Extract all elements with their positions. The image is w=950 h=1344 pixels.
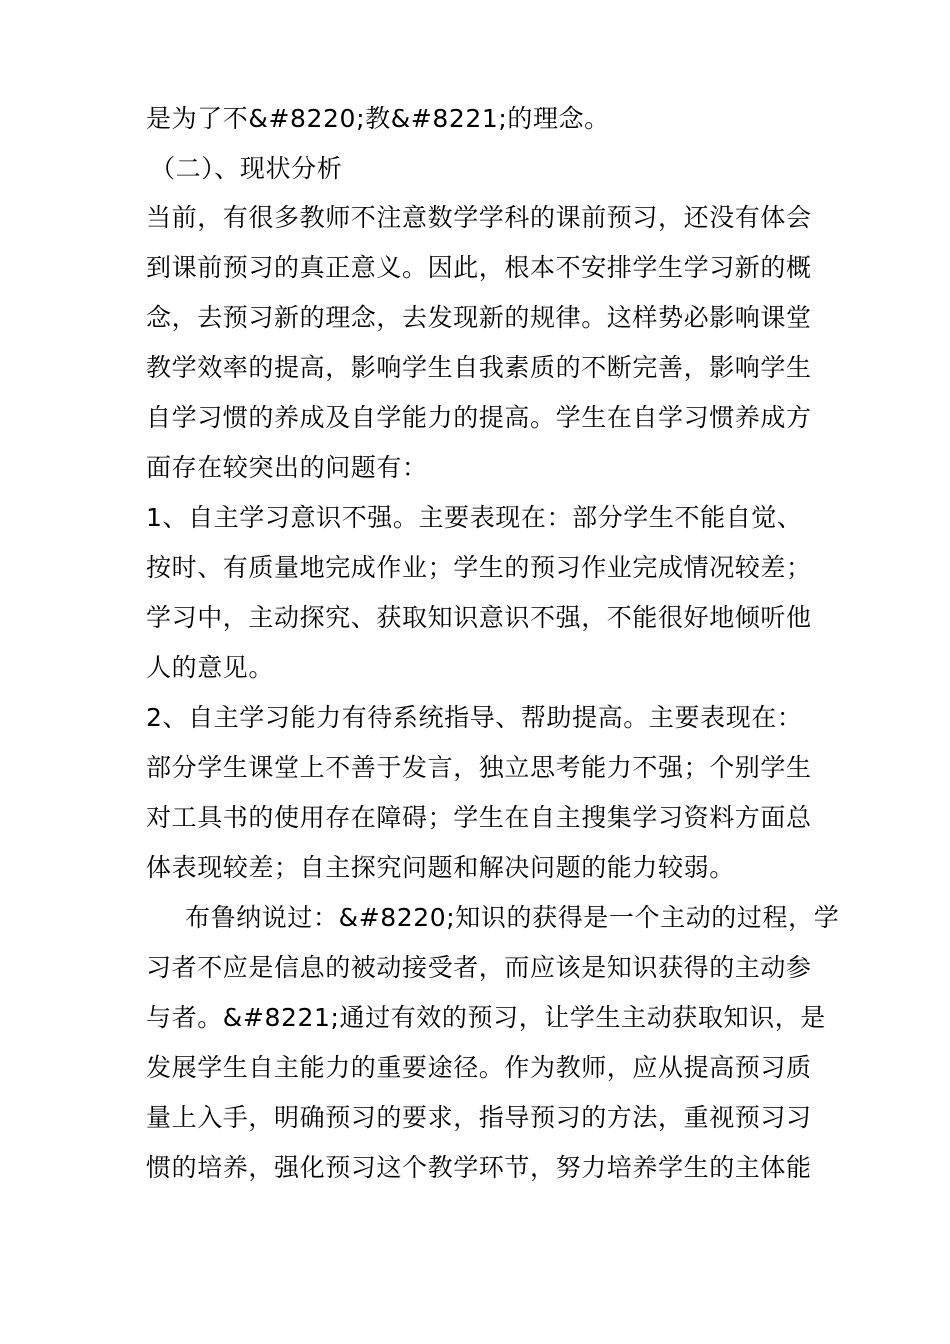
- text-line: 念，去预习新的理念，去发现新的规律。这样势必影响课堂: [146, 303, 812, 332]
- text-line: 体表现较差；自主探究问题和解决问题的能力较弱。: [146, 853, 735, 882]
- text-line: 到课前预习的真正意义。因此，根本不安排学生学习新的概: [146, 253, 812, 282]
- text-line: 当前，有很多教师不注意数学学科的课前预习，还没有体会: [146, 203, 812, 232]
- text-line: 对工具书的使用存在障碍；学生在自主搜集学习资料方面总: [146, 803, 812, 832]
- text-line: 习者不应是信息的被动接受者，而应该是知识获得的主动参: [146, 953, 812, 982]
- text-line: 部分学生课堂上不善于发言，独立思考能力不强；个别学生: [146, 753, 812, 782]
- text-line: 按时、有质量地完成作业；学生的预习作业完成情况较差；: [146, 553, 812, 582]
- text-line: 与者。&#8221;通过有效的预习，让学生主动获取知识，是: [146, 1003, 826, 1032]
- text-line: 惯的培养，强化预习这个教学环节，努力培养学生的主体能: [146, 1153, 812, 1182]
- text-line: 量上入手，明确预习的要求，指导预习的方法，重视预习习: [146, 1103, 812, 1132]
- text-line: 教学效率的提高，影响学生自我素质的不断完善，影响学生: [146, 353, 812, 382]
- text-line: 自学习惯的养成及自学能力的提高。学生在自学习惯养成方: [146, 403, 812, 432]
- text-line: 1、自主学习意识不强。主要表现在：部分学生不能自觉、: [146, 503, 803, 532]
- text-line: 学习中，主动探究、获取知识意识不强，不能很好地倾听他: [146, 603, 812, 632]
- text-line: 是为了不&#8220;教&#8221;的理念。: [146, 104, 610, 133]
- text-line: 2、自主学习能力有待系统指导、帮助提高。主要表现在：: [146, 703, 803, 732]
- section-heading: （二）、现状分析: [150, 154, 343, 183]
- text-line: 布鲁纳说过：&#8220;知识的获得是一个主动的过程，学: [185, 903, 840, 932]
- text-line: 发展学生自主能力的重要途径。作为教师，应从提高预习质: [146, 1053, 812, 1082]
- text-line: 面存在较突出的问题有：: [146, 453, 428, 482]
- text-line: 人的意见。: [146, 653, 275, 682]
